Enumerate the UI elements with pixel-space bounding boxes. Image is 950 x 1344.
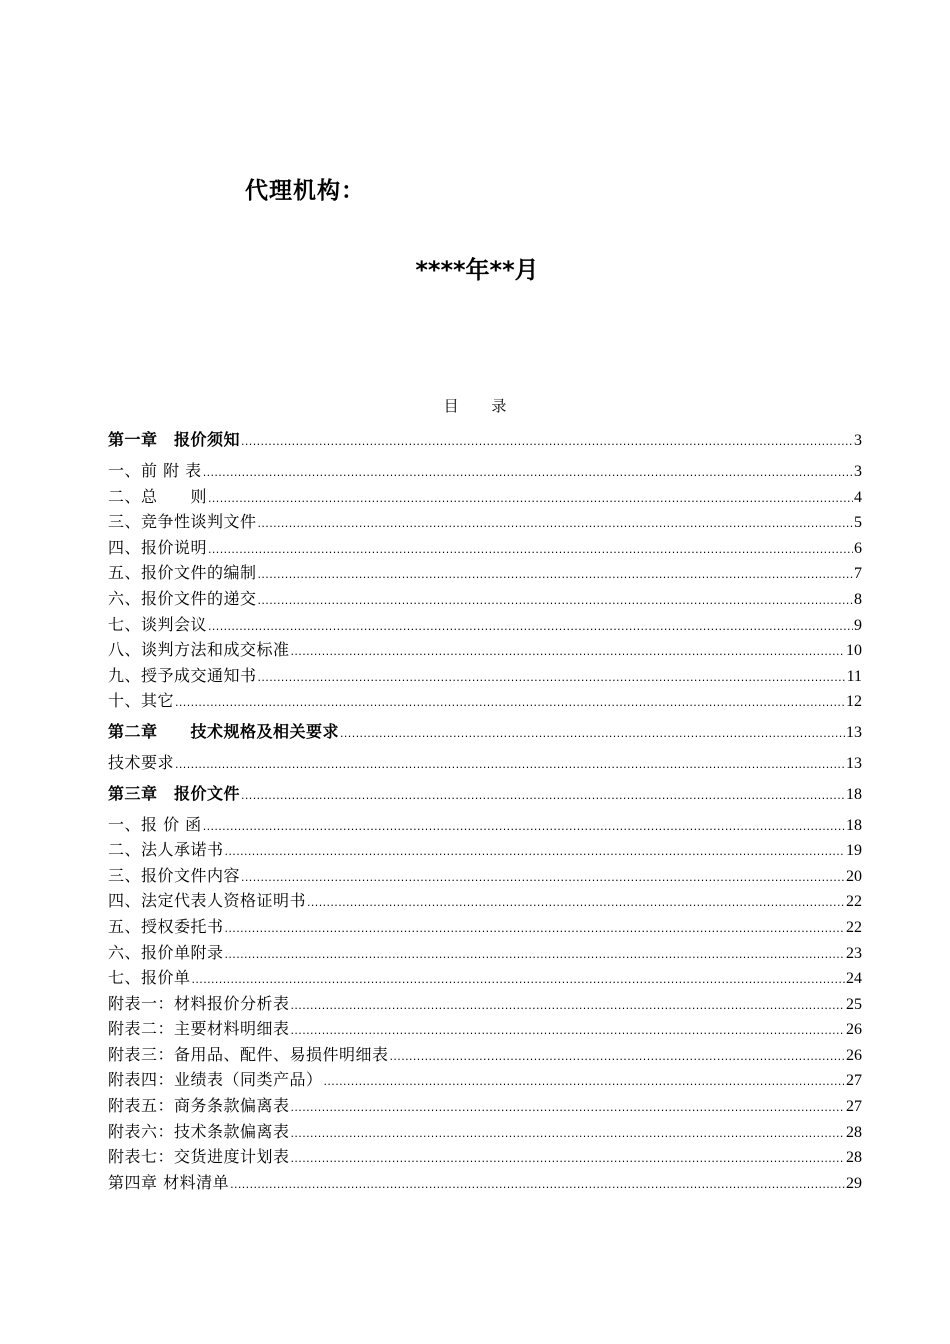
toc-entry-label: 附表二：主要材料明细表	[108, 1019, 290, 1039]
toc-dot-leader	[225, 942, 845, 968]
toc-entry-label: 十、其它	[108, 691, 175, 711]
toc-chapter-entry[interactable]	[108, 718, 862, 746]
toc-dot-leader	[208, 486, 853, 512]
toc-entry[interactable]	[108, 535, 862, 561]
toc-entry-page-number: 24	[846, 970, 862, 988]
toc-entry[interactable]	[108, 688, 862, 714]
toc-entry[interactable]	[108, 458, 862, 484]
toc-entry-label: 七、谈判会议	[108, 614, 208, 634]
toc-entry[interactable]	[108, 888, 862, 914]
toc-entry-label: 附表五：商务条款偏离表	[108, 1096, 290, 1116]
toc-dot-leader	[258, 511, 853, 537]
toc-entry-page-number: 25	[846, 995, 862, 1013]
toc-dot-leader	[340, 720, 845, 748]
toc-entry-page-number: 26	[846, 1046, 862, 1064]
toc-entry-label: 附表七：交货进度计划表	[108, 1147, 290, 1167]
toc-entry-page-number: 27	[846, 1072, 862, 1090]
toc-entry[interactable]	[108, 1016, 862, 1042]
toc-entry[interactable]	[108, 663, 862, 689]
toc-entry[interactable]	[108, 484, 862, 510]
agency-label: 代理机构：	[245, 178, 365, 204]
toc-entry-page-number: 5	[854, 514, 862, 532]
toc-dot-leader	[307, 890, 845, 916]
toc-entry-page-number: 3	[854, 432, 862, 449]
toc-entry-page-number: 12	[846, 693, 862, 711]
toc-entry[interactable]	[108, 509, 862, 535]
toc-entry-label: 第三章 报价文件	[108, 783, 241, 803]
toc-entry-page-number: 22	[846, 918, 862, 936]
toc-entry-label: 技术要求	[108, 752, 175, 772]
toc-entry[interactable]	[108, 812, 862, 838]
toc-entry-page-number: 19	[846, 842, 862, 860]
toc-dot-leader	[258, 665, 846, 691]
toc-dot-leader	[241, 782, 845, 810]
toc-entry-label: 附表六：技术条款偏离表	[108, 1121, 290, 1141]
toc-entry-label: 六、报价单附录	[108, 942, 224, 962]
toc-entry-page-number: 28	[846, 1123, 862, 1141]
toc-entry-label: 一、报 价 函	[108, 814, 202, 834]
toc-entry-label: 附表四：业绩表（同类产品）	[108, 1070, 323, 1090]
toc-entry-label: 第一章 报价须知	[108, 430, 241, 449]
toc-dot-leader	[291, 1018, 845, 1044]
toc-entry[interactable]	[108, 1093, 862, 1119]
toc-entry-label: 三、竞争性谈判文件	[108, 512, 257, 532]
toc-dot-leader	[241, 428, 853, 456]
toc-entry-label: 四、法定代表人资格证明书	[108, 891, 307, 911]
toc-dot-leader	[225, 916, 845, 942]
toc-entry-label: 附表一：材料报价分析表	[108, 993, 290, 1013]
toc-entry-page-number: 4	[854, 488, 862, 506]
toc-entry[interactable]	[108, 965, 862, 991]
toc-dot-leader	[175, 690, 845, 716]
toc-entry-label: 附表三：备用品、配件、易损件明细表	[108, 1044, 389, 1064]
toc-entry-label: 第四章 材料清单	[108, 1172, 230, 1192]
toc-dot-leader	[291, 639, 845, 665]
table-of-contents	[108, 426, 862, 1195]
toc-entry[interactable]	[108, 750, 862, 776]
toc-dot-leader	[208, 537, 853, 563]
toc-entry-label: 一、前 附 表	[108, 461, 202, 480]
toc-entry-label: 五、授权委托书	[108, 916, 224, 936]
toc-dot-leader	[291, 993, 845, 1019]
toc-entry-label: 五、报价文件的编制	[108, 563, 257, 583]
toc-chapter-entry[interactable]	[108, 426, 862, 454]
toc-entry[interactable]	[108, 940, 862, 966]
toc-entry-page-number: 18	[846, 785, 862, 803]
toc-entry-label: 八、谈判方法和成交标准	[108, 640, 290, 660]
toc-dot-leader	[258, 588, 853, 614]
toc-entry-page-number: 23	[846, 944, 862, 962]
toc-entry-page-number: 11	[846, 667, 862, 685]
toc-dot-leader	[175, 752, 845, 778]
toc-entry[interactable]	[108, 1042, 862, 1068]
toc-chapter-entry[interactable]	[108, 780, 862, 808]
toc-entry-page-number: 18	[846, 816, 862, 834]
toc-dot-leader	[241, 865, 845, 891]
toc-entry-page-number: 26	[846, 1021, 862, 1039]
toc-entry[interactable]	[108, 1170, 862, 1196]
toc-entry-label: 二、法人承诺书	[108, 840, 224, 860]
toc-entry-page-number: 6	[854, 539, 862, 557]
toc-entry-page-number: 28	[846, 1149, 862, 1167]
toc-entry[interactable]	[108, 863, 862, 889]
toc-entry[interactable]	[108, 1119, 862, 1145]
toc-entry-label: 六、报价文件的递交	[108, 588, 257, 608]
toc-entry-page-number: 29	[846, 1174, 862, 1192]
toc-entry-page-number: 10	[846, 642, 862, 660]
toc-entry[interactable]	[108, 586, 862, 612]
toc-entry-page-number: 27	[846, 1098, 862, 1116]
toc-dot-leader	[291, 1146, 845, 1172]
toc-entry-page-number: 3	[854, 463, 862, 480]
toc-dot-leader	[390, 1044, 845, 1070]
toc-entry-label: 二、总 则	[108, 486, 208, 506]
toc-entry[interactable]	[108, 837, 862, 863]
toc-entry-label: 第二章 技术规格及相关要求	[108, 721, 340, 741]
toc-entry[interactable]	[108, 612, 862, 638]
toc-entry[interactable]	[108, 560, 862, 586]
toc-entry-page-number: 13	[846, 754, 862, 772]
toc-entry-page-number: 8	[854, 590, 862, 608]
toc-entry-label: 七、报价单	[108, 968, 191, 988]
toc-dot-leader	[291, 1095, 845, 1121]
toc-dot-leader	[258, 562, 853, 588]
toc-entry[interactable]	[108, 914, 862, 940]
toc-entry-page-number: 9	[854, 616, 862, 634]
toc-entry[interactable]	[108, 1067, 862, 1093]
toc-entry-page-number: 13	[846, 723, 862, 741]
toc-entry-page-number: 22	[846, 893, 862, 911]
toc-entry[interactable]	[108, 1144, 862, 1170]
toc-entry[interactable]	[108, 991, 862, 1017]
toc-title: 目 录	[443, 397, 521, 415]
toc-dot-leader	[225, 839, 845, 865]
toc-entry-page-number: 7	[854, 565, 862, 583]
toc-dot-leader	[230, 1172, 845, 1198]
toc-dot-leader	[203, 460, 853, 486]
toc-entry-label: 四、报价说明	[108, 537, 208, 557]
toc-entry[interactable]	[108, 637, 862, 663]
toc-entry-label: 九、授予成交通知书	[108, 665, 257, 685]
toc-dot-leader	[208, 614, 853, 640]
toc-dot-leader	[203, 814, 845, 840]
toc-dot-leader	[291, 1121, 845, 1147]
date-text: ****年**月	[415, 256, 539, 284]
toc-entry-label: 三、报价文件内容	[108, 865, 241, 885]
toc-entry-page-number: 20	[846, 867, 862, 885]
toc-dot-leader	[192, 967, 845, 993]
toc-dot-leader	[324, 1069, 845, 1095]
